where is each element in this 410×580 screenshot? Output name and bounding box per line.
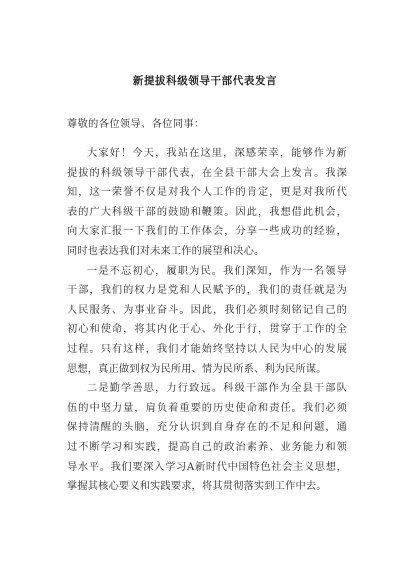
paragraph-line: 过程。只有这样，我们才能始终坚持以人民为中心的发展 — [67, 343, 347, 355]
salutation: 尊敬的各位领导、各位同事： — [67, 119, 205, 130]
spacer — [67, 135, 347, 144]
paragraph-line: 表的广大科级干部的鼓励和鞭策。因此，我想借此机会， — [67, 206, 347, 218]
paragraph-3 — [67, 379, 347, 497]
paragraph-line: 导水平。我们要深入学习A新时代中国特色社会主义思想， — [67, 461, 347, 473]
paragraph-line: 知，这一荣誉不仅是对我个人工作的肯定，更是对我所代 — [67, 187, 347, 199]
paragraph-line: 一是不忘初心，履职为民。我们深知，作为一名领导 — [87, 265, 347, 277]
paragraph-line: 思想，真正做到权为民所用、情为民所系、利为民所谋。 — [67, 363, 327, 375]
paragraph-line: 过不断学习和实践，提高自己的政治素养、业务能力和领 — [67, 441, 347, 453]
paragraph-line: 干部，我们的权力是党和人民赋予的，我们的责任就是为 — [67, 285, 347, 297]
document-body — [67, 115, 347, 497]
document-title: 新提拔科级领导干部代表发言 — [132, 75, 278, 87]
paragraph-line: 向大家汇报一下我们的工作体会，分享一些成功的经验， — [67, 226, 347, 238]
paragraph-line: 大家好！今天，我站在这里，深感荣幸，能够作为新 — [87, 148, 347, 159]
paragraph-line: 掌握其核心要义和实践要求，将其贯彻落实到工作中去。 — [67, 481, 327, 493]
paragraph-line: 保持清醒的头脑，充分认识到自身存在的不足和问题，通 — [67, 422, 347, 434]
paragraph-line: 初心和使命，将其内化于心、外化于行，贯穿于工作的全 — [67, 324, 347, 336]
paragraph-line: 提拔的科级领导干部代表，在全县干部大会上发言。我深 — [67, 167, 347, 179]
paragraph-line: 同时也表达我们对未来工作的展望和决心。 — [67, 245, 265, 257]
paragraph-line: 二是勤学善思，力行致远。科级干部作为全县干部队 — [87, 383, 347, 395]
paragraph-1 — [67, 144, 347, 262]
paragraph-line: 人民服务、为事业奋斗。因此，我们必须时刻铭记自己的 — [67, 304, 347, 316]
paragraph-2 — [67, 262, 347, 380]
paragraph-line: 伍的中坚力量，肩负着重要的历史使命和责任。我们必须 — [67, 402, 347, 414]
